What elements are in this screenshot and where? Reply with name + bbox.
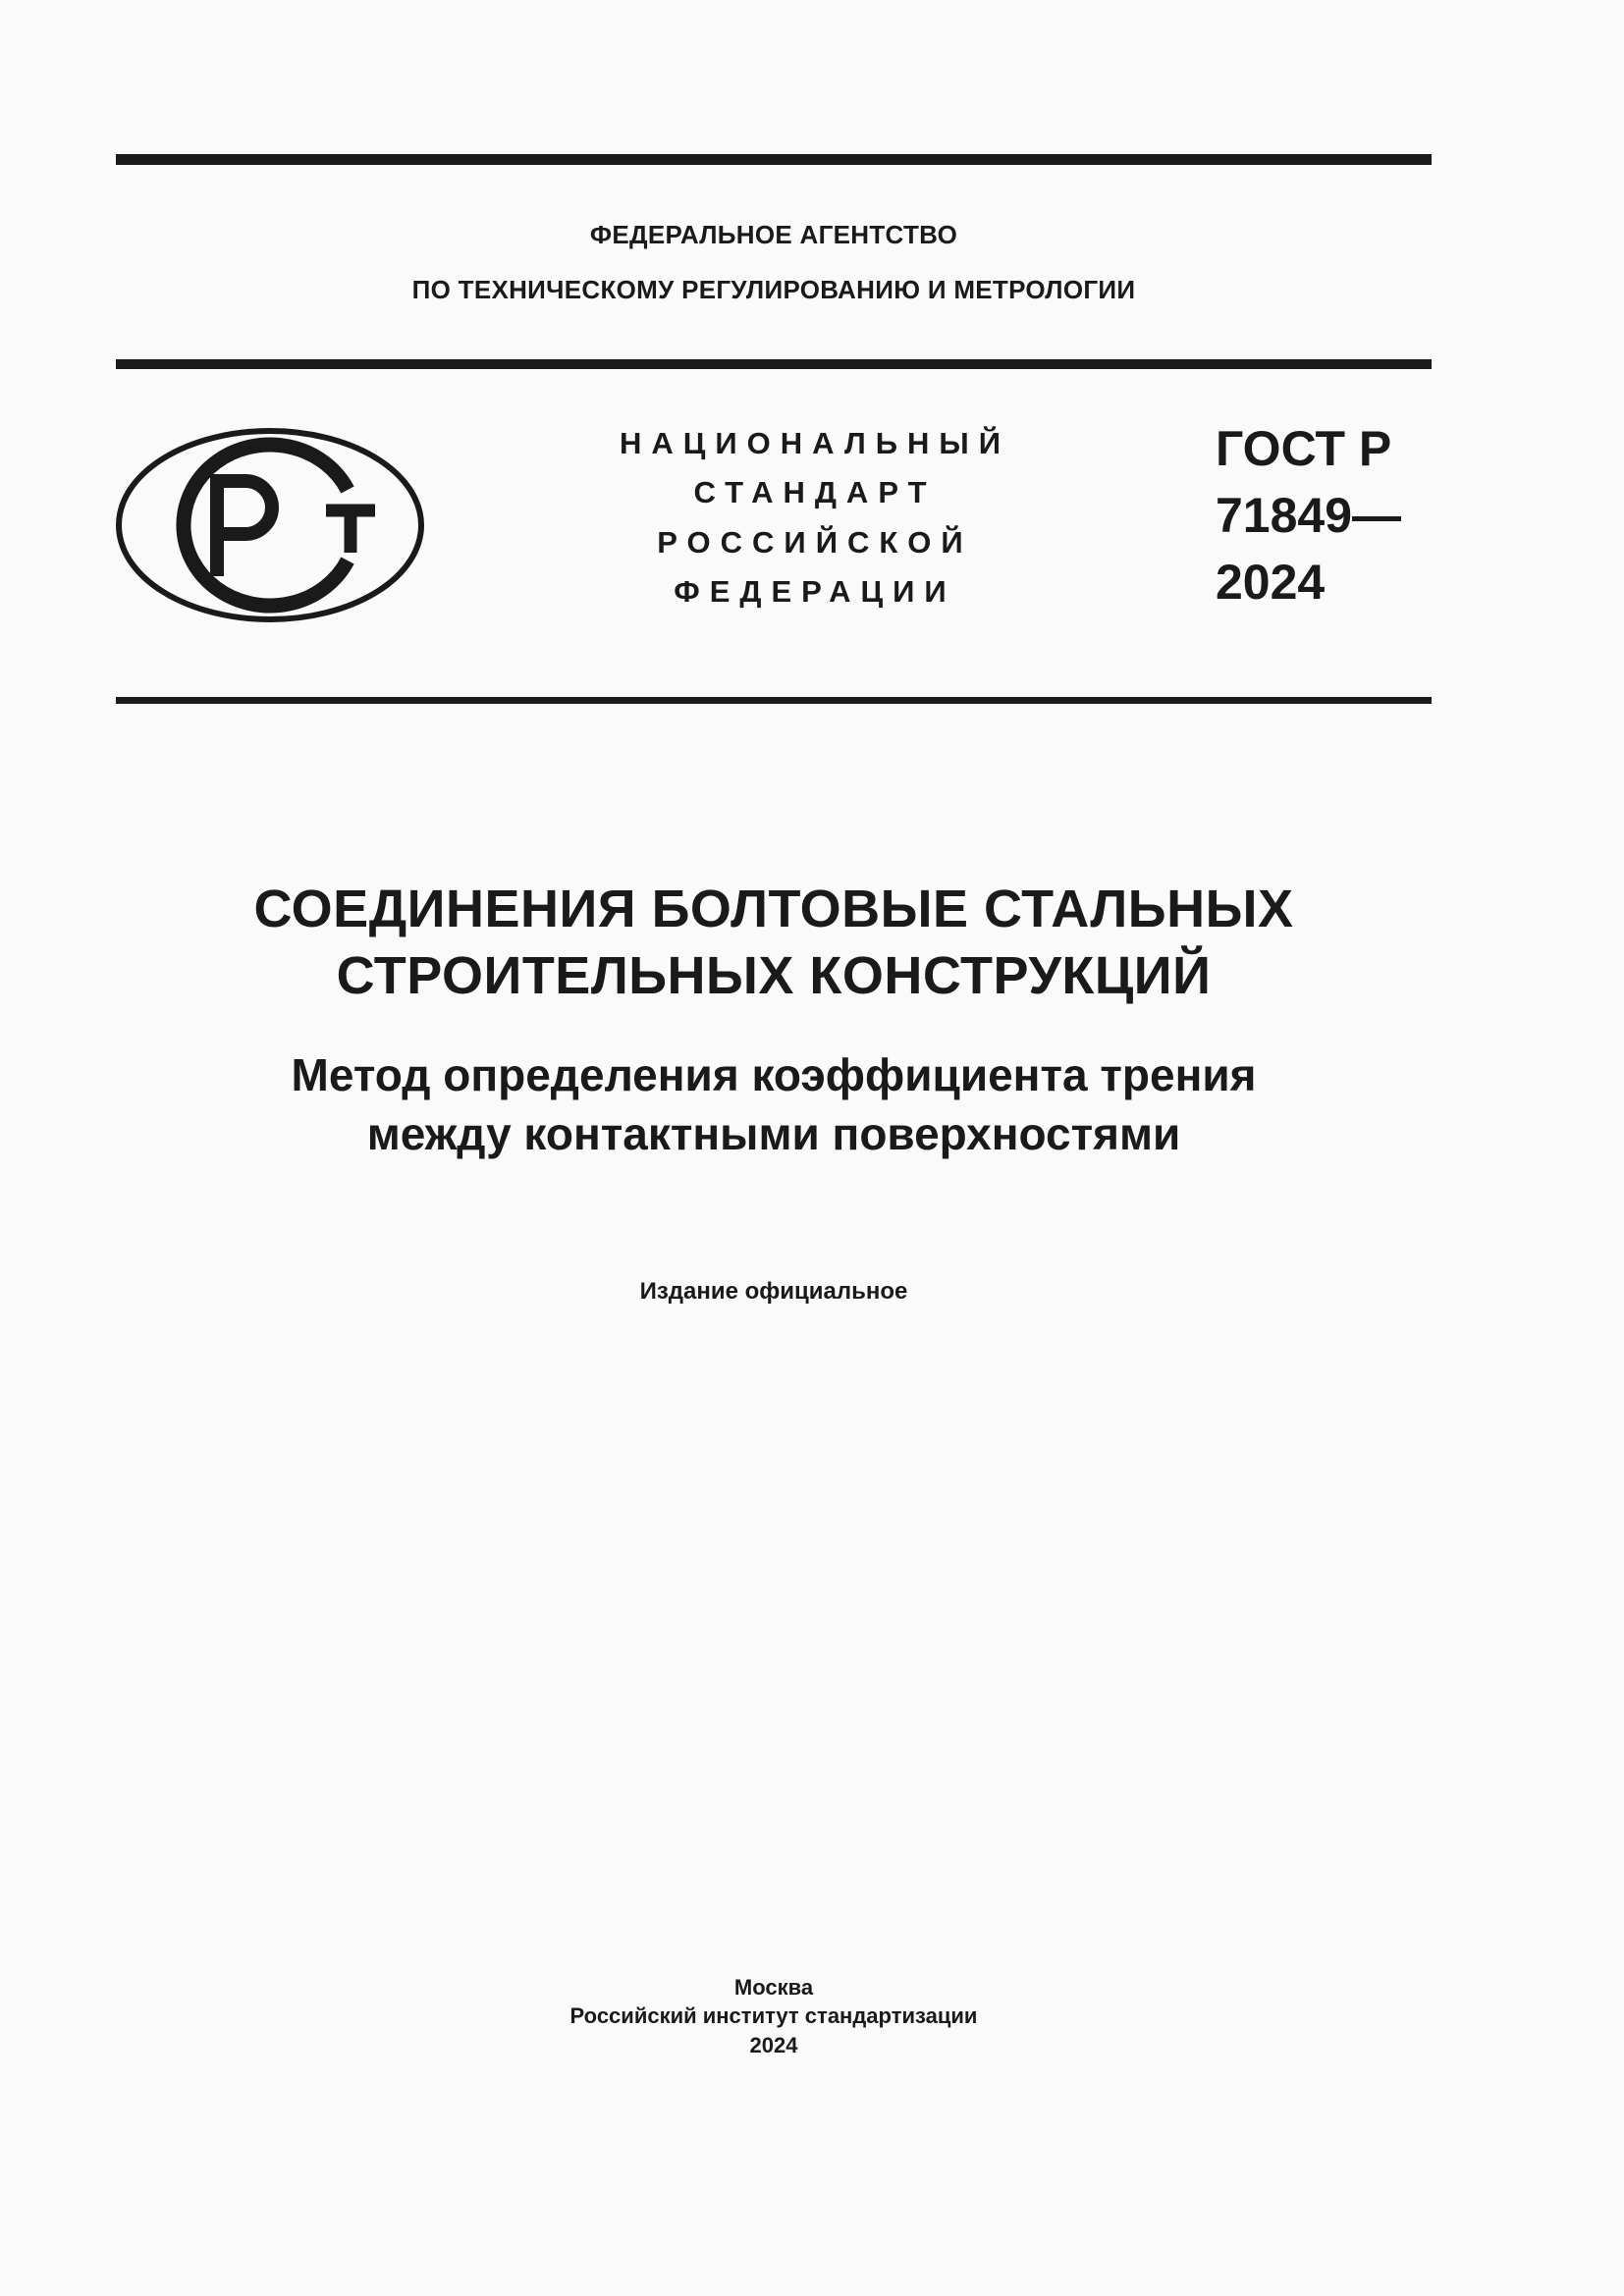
- top-rule: [116, 154, 1432, 165]
- designation-line-2: 71849—: [1216, 488, 1402, 543]
- designation-line-3: 2024: [1216, 555, 1326, 610]
- imprint-city: Москва: [733, 1975, 814, 2000]
- agency-line-1: ФЕДЕРАЛЬНОЕ АГЕНТСТВО: [589, 220, 958, 249]
- section-rule: [116, 697, 1432, 704]
- document-title-line-1: СОЕДИНЕНИЯ БОЛТОВЫЕ СТАЛЬНЫХ: [253, 880, 1294, 938]
- edition-label: Издание официальное: [639, 1278, 908, 1305]
- header-rule: [116, 359, 1432, 369]
- national-standard-line-2: СТАНДАРТ: [693, 475, 937, 509]
- document-title-line-2: СТРОИТЕЛЬНЫХ КОНСТРУКЦИЙ: [336, 946, 1212, 1005]
- designation-line-1: ГОСТ Р: [1216, 421, 1392, 476]
- document-subtitle-line-1: Метод определения коэффициента трения: [291, 1049, 1257, 1100]
- rst-certification-mark-icon: [116, 427, 425, 623]
- document-subtitle-line-2: между контактными поверхностями: [366, 1108, 1181, 1159]
- national-standard-line-4: ФЕДЕРАЦИИ: [674, 574, 956, 609]
- agency-line-2: ПО ТЕХНИЧЕСКОМУ РЕГУЛИРОВАНИЮ И МЕТРОЛОГИИ: [411, 275, 1136, 304]
- national-standard-line-1: НАЦИОНАЛЬНЫЙ: [619, 426, 1011, 460]
- imprint-year: 2024: [749, 2033, 798, 2057]
- national-standard-line-3: РОССИЙСКОЙ: [657, 525, 973, 560]
- imprint-publisher: Российский институт стандартизации: [569, 2003, 978, 2028]
